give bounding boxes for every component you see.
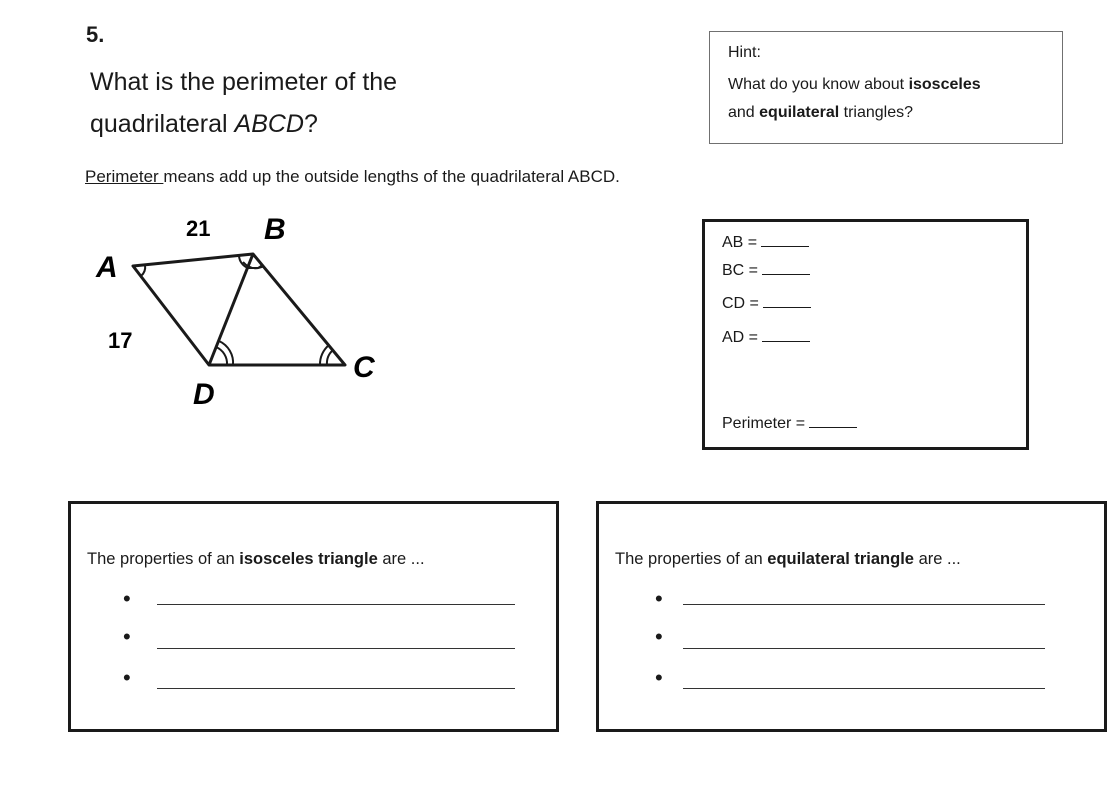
quadrilateral-name: ABCD bbox=[234, 110, 304, 138]
question-line-1: What is the perimeter of the bbox=[90, 68, 398, 96]
answer-row-bc bbox=[722, 262, 810, 280]
quadrilateral-diagram bbox=[0, 0, 420, 420]
vertex-label-d: D bbox=[193, 378, 215, 411]
title-text: The properties of an bbox=[615, 550, 768, 568]
hint-text: and bbox=[728, 104, 760, 121]
bullet: • bbox=[655, 624, 663, 649]
answer-box bbox=[702, 219, 1029, 450]
isosceles-properties-title bbox=[87, 550, 425, 569]
answer-row-ab bbox=[722, 234, 809, 252]
diagonal-bd bbox=[209, 254, 253, 365]
bullet: • bbox=[655, 586, 663, 611]
quadrilateral-outline bbox=[133, 254, 345, 365]
answer-line[interactable] bbox=[683, 604, 1045, 605]
answer-blank-bc[interactable] bbox=[762, 262, 810, 275]
answer-row-cd bbox=[722, 295, 811, 313]
hint-keyword-isosceles: isosceles bbox=[908, 76, 981, 93]
title-text: are ... bbox=[377, 550, 425, 568]
side-label-ad: 17 bbox=[108, 328, 133, 353]
definition-term: Perimeter bbox=[85, 167, 164, 186]
definition-text: means add up the outside lengths of the quadrilateral ABCD. bbox=[163, 167, 620, 186]
answer-row-ad bbox=[722, 329, 810, 347]
answer-label-cd: CD = bbox=[722, 295, 759, 312]
answer-line[interactable] bbox=[157, 688, 515, 689]
question-number: 5. bbox=[86, 22, 105, 47]
angle-mark-c-1 bbox=[327, 350, 333, 365]
answer-blank-ab[interactable] bbox=[761, 234, 809, 247]
hint-line-2 bbox=[728, 76, 981, 94]
equilateral-properties-title bbox=[615, 550, 961, 569]
hint-keyword-equilateral: equilateral bbox=[759, 104, 840, 121]
side-label-ab: 21 bbox=[186, 216, 211, 241]
answer-line[interactable] bbox=[683, 688, 1045, 689]
hint-title: Hint: bbox=[728, 44, 761, 61]
hint-line-3 bbox=[728, 104, 913, 122]
answer-row-perimeter bbox=[722, 415, 857, 433]
vertex-label-b: B bbox=[264, 213, 286, 246]
question-suffix: ? bbox=[304, 110, 318, 138]
hint-box bbox=[709, 31, 1063, 144]
title-keyword: equilateral triangle bbox=[767, 550, 914, 568]
vertex-label-c: C bbox=[353, 351, 375, 384]
answer-label-bc: BC = bbox=[722, 262, 759, 279]
answer-line[interactable] bbox=[157, 648, 515, 649]
vertex-label-a: A bbox=[96, 251, 118, 284]
answer-line[interactable] bbox=[157, 604, 515, 605]
answer-line[interactable] bbox=[683, 648, 1045, 649]
answer-label-ad: AD = bbox=[722, 329, 759, 346]
angle-mark-d-1 bbox=[216, 347, 227, 365]
angle-mark-a bbox=[141, 265, 145, 276]
title-keyword: isosceles triangle bbox=[239, 550, 378, 568]
title-text: are ... bbox=[913, 550, 961, 568]
bullet: • bbox=[123, 624, 131, 649]
bullet: • bbox=[655, 665, 663, 690]
answer-blank-cd[interactable] bbox=[763, 295, 811, 308]
bullet: • bbox=[123, 586, 131, 611]
answer-label-perimeter: Perimeter = bbox=[722, 415, 806, 432]
hint-text: What do you know about bbox=[728, 76, 909, 93]
isosceles-properties-box bbox=[68, 501, 559, 732]
answer-blank-perimeter[interactable] bbox=[809, 415, 857, 428]
title-text: The properties of an bbox=[87, 550, 240, 568]
answer-blank-ad[interactable] bbox=[762, 329, 810, 342]
bullet: • bbox=[123, 665, 131, 690]
equilateral-properties-box bbox=[596, 501, 1107, 732]
hint-text: triangles? bbox=[839, 104, 913, 121]
question-prefix: quadrilateral bbox=[90, 110, 235, 138]
answer-label-ab: AB = bbox=[722, 234, 758, 251]
